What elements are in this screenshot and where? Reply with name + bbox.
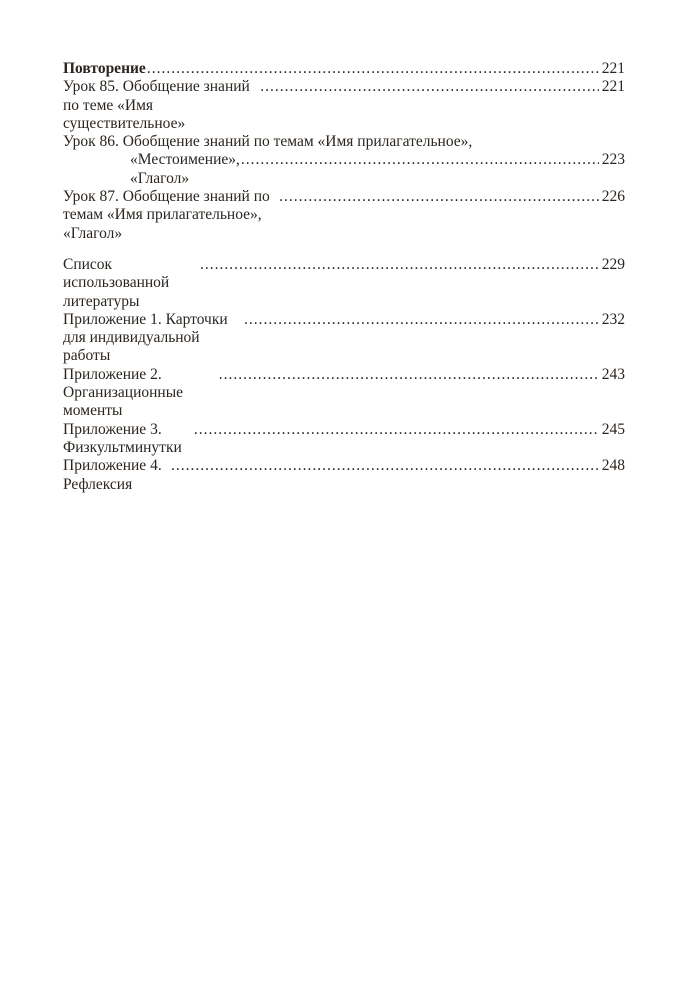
toc-entry-title: Список использованной литературы — [63, 255, 174, 310]
toc-entry-page-number: 223 — [601, 151, 625, 169]
toc-entry-prilozhenie-2 — [63, 366, 625, 421]
toc-entry-title: Приложение 4. Рефлексия — [63, 457, 166, 493]
toc-entry-prilozhenie-3 — [63, 421, 625, 458]
dot-leader — [200, 256, 599, 274]
toc-entry-page-number: 232 — [601, 310, 625, 328]
toc-entry-page-number: 221 — [601, 78, 625, 96]
dot-leader — [219, 366, 599, 384]
toc-entry-urok-86-line2 — [63, 151, 625, 188]
dot-leader — [244, 311, 599, 329]
dot-leader — [171, 457, 599, 475]
dot-leader — [241, 151, 599, 169]
toc-entry-page-number: 229 — [601, 255, 625, 273]
toc-entry-title-continued: «Местоимение», «Глагол» — [130, 151, 244, 187]
toc-entry-page-number: 248 — [601, 457, 625, 475]
toc-entry-povtorenie — [63, 60, 625, 78]
toc-entry-prilozhenie-1 — [63, 311, 625, 366]
toc-entry-spisok-literatury — [63, 256, 625, 311]
toc-entry-page-number: 221 — [601, 60, 625, 77]
dot-leader — [147, 60, 599, 78]
toc-entry-title: Приложение 1. Карточки для индивидуальной работы — [63, 310, 232, 365]
toc-entry-title: Урок 87. Обобщение знаний по темам «Имя прилагательное», «Глагол» — [63, 188, 274, 242]
toc-entry-title: Приложение 3. Физкультминутки — [63, 420, 186, 456]
toc-entry-title: Приложение 2. Организационные моменты — [63, 365, 187, 420]
dot-leader — [279, 188, 599, 206]
toc-entry-urok-85 — [63, 78, 625, 133]
toc-entry-title: Урок 86. Обобщение знаний по темам «Имя прилагательное», — [63, 133, 473, 151]
dot-leader — [260, 78, 599, 96]
toc-entry-urok-87 — [63, 188, 625, 243]
dot-leader — [194, 421, 599, 439]
toc-entry-page-number: 243 — [601, 365, 625, 383]
table-of-contents — [63, 60, 625, 494]
toc-entry-urok-86-line1 — [63, 133, 625, 151]
toc-entry-page-number: 245 — [601, 420, 625, 438]
toc-entry-prilozhenie-4 — [63, 457, 625, 494]
section-divider-gap — [63, 243, 625, 256]
toc-entry-page-number: 226 — [601, 188, 625, 206]
toc-entry-title: Урок 85. Обобщение знаний по теме «Имя существительное» — [63, 78, 254, 132]
toc-entry-title: Повторение — [63, 60, 146, 77]
